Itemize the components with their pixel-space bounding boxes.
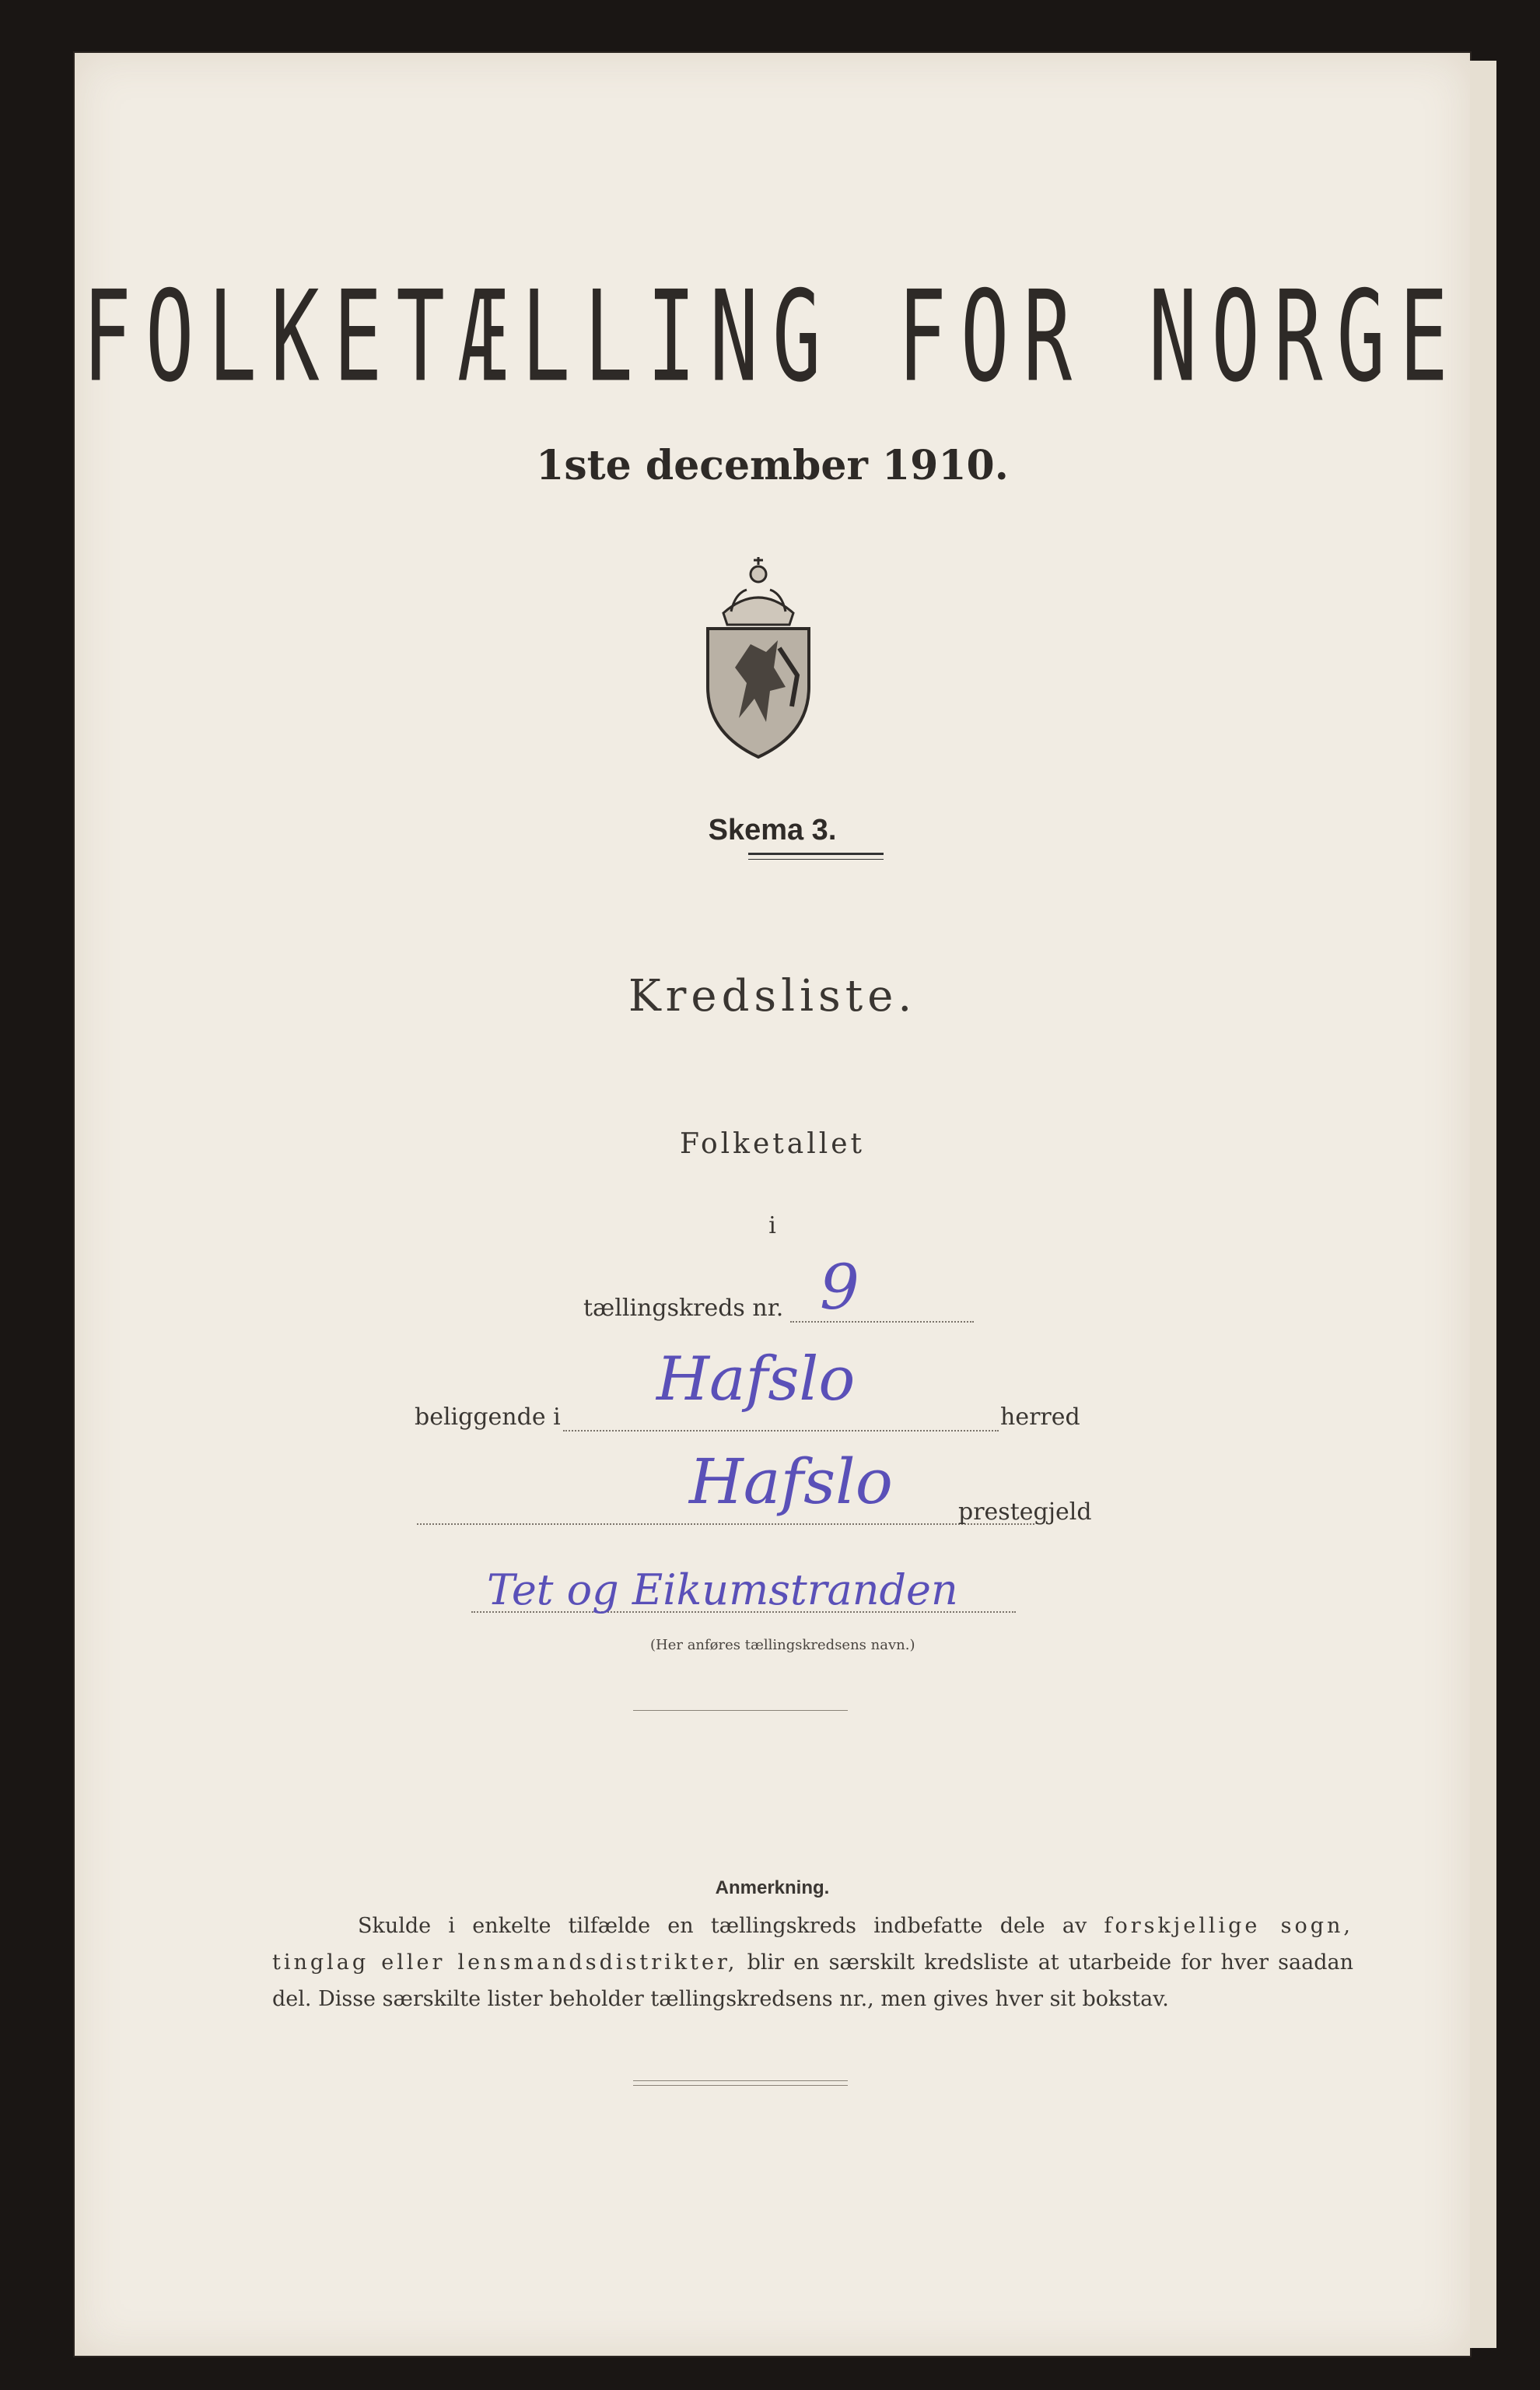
in-label: i (768, 1212, 776, 1239)
district-number-value: 9 (820, 1251, 859, 1323)
district-number-line (790, 1321, 974, 1323)
municipality-label: herred (1000, 1404, 1080, 1431)
bottom-rule-top (633, 2080, 848, 2081)
census-form-page (75, 53, 1470, 2356)
norwegian-coat-of-arms-icon (692, 551, 824, 761)
separator-rule (633, 1710, 848, 1711)
remark-text-c: blir en særskilt kredsliste at utarbeide for hver saadan del. Disse særskilte lister beholder tællingskredsens nr., men gives hver sit bokstav. (272, 1950, 1353, 2011)
schema-number: Skema 3. (708, 814, 837, 846)
folketallet-label: Folketallet (679, 1128, 866, 1160)
remark-text-a: Skulde i enkelte tilfælde en tællingskreds indbefatte dele av (358, 1914, 1087, 1938)
district-name-note: (Her anføres tællingskredsens navn.) (650, 1637, 915, 1653)
remark-text-b: forskjellige sogn, tinglag eller lensmandsdistrikter, (272, 1914, 1353, 1975)
municipality-line (563, 1430, 999, 1432)
parish-value: Hafslo (689, 1446, 893, 1518)
municipality-value: Hafslo (656, 1344, 856, 1414)
remark-text (272, 1908, 1353, 2017)
location-label: beliggende i (415, 1404, 561, 1431)
parish-line (417, 1523, 1034, 1525)
bottom-rule-bottom (633, 2085, 848, 2086)
schema-underline-thin (748, 859, 884, 860)
district-number-label: tællingskreds nr. (583, 1295, 784, 1322)
census-date: 1ste december 1910. (536, 442, 1009, 489)
schema-underline (748, 853, 884, 855)
remark-heading: Anmerkning. (715, 1877, 830, 1898)
parish-label: prestegjeld (958, 1498, 1092, 1526)
district-name-value: Tet og Eikumstranden (487, 1565, 958, 1614)
form-title: FOLKETÆLLING FOR NORGE (82, 263, 1462, 411)
list-title: Kredsliste. (628, 971, 917, 1022)
